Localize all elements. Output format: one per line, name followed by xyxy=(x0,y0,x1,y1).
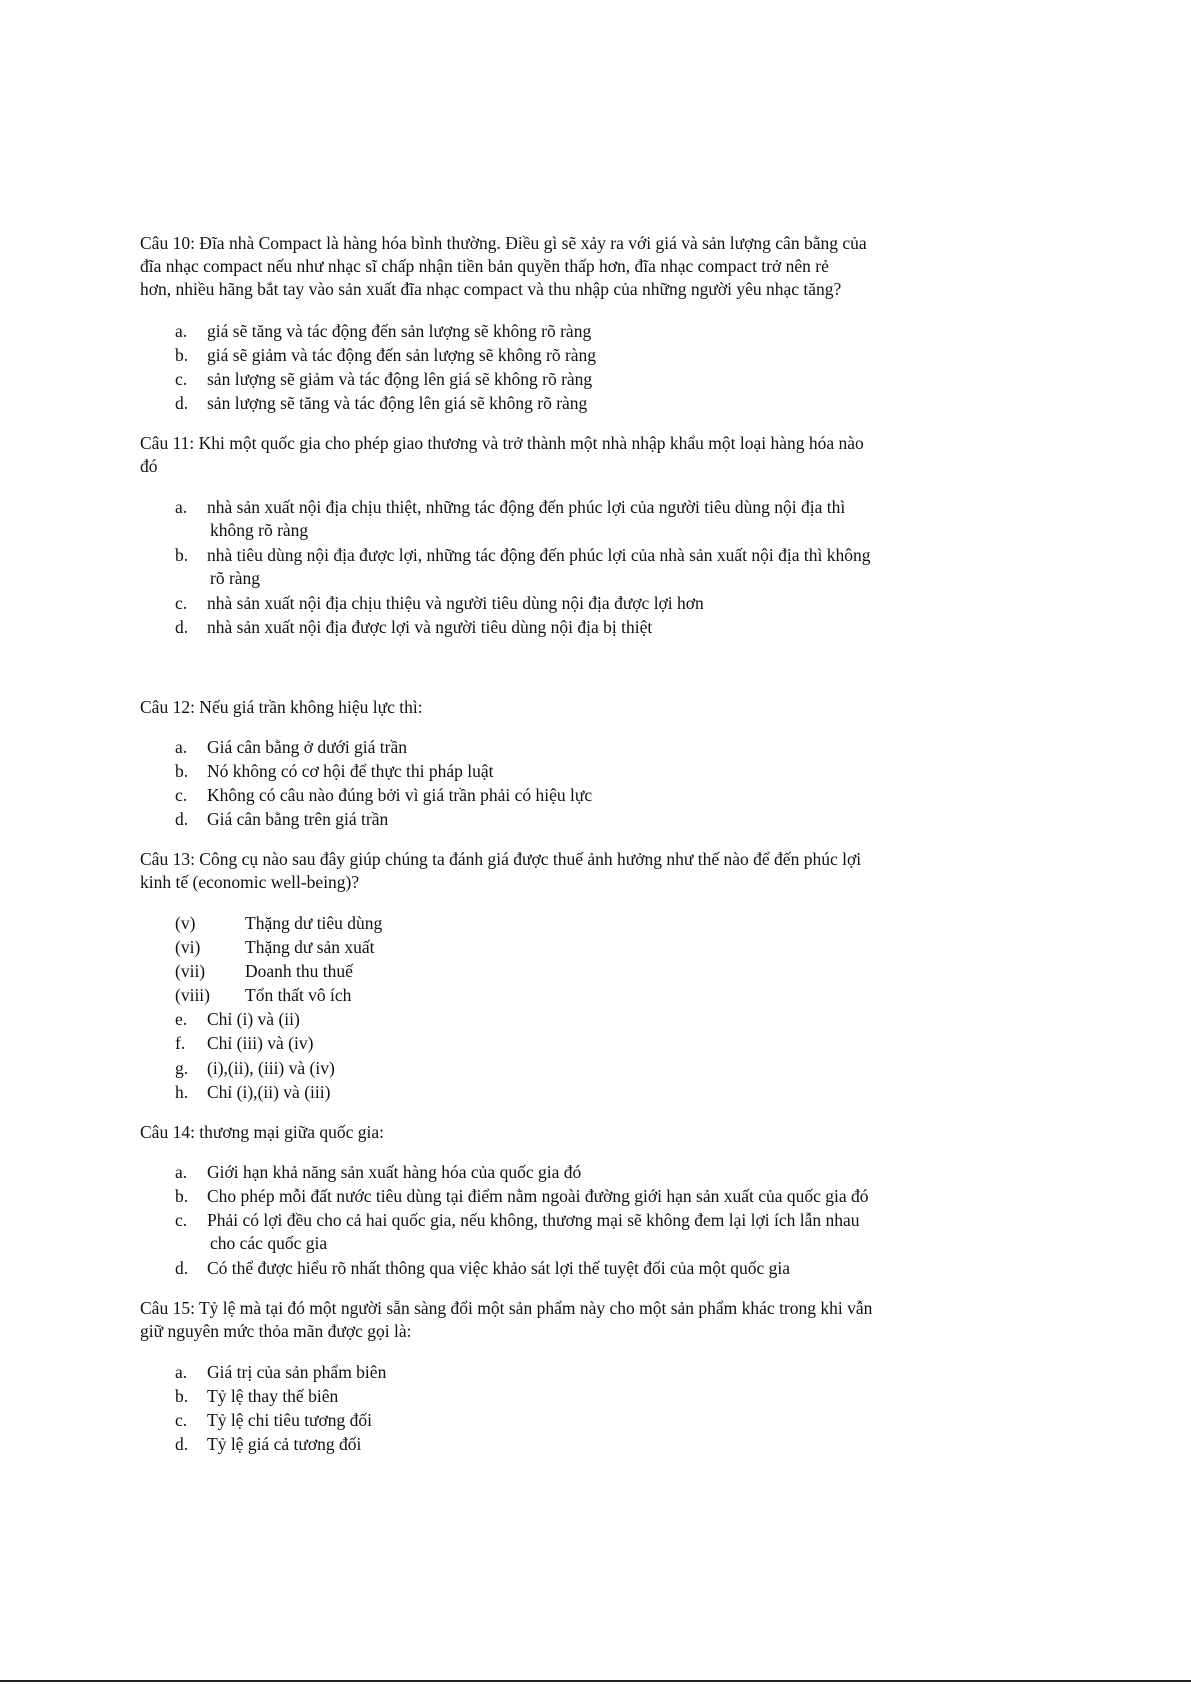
item-text: Doanh thu thuế xyxy=(245,961,353,981)
question-text-line: Câu 11: Khi một quốc gia cho phép giao thương và trở thành một nhà nhập khẩu một loại hàng hóa nào xyxy=(140,433,864,453)
question-11-option-d xyxy=(175,616,975,639)
question-text-line: đó xyxy=(140,456,158,476)
option-label: h. xyxy=(175,1082,189,1102)
question-11-option-a xyxy=(175,496,975,542)
option-label: a. xyxy=(175,1362,188,1382)
option-label: f. xyxy=(175,1033,186,1053)
question-13-option-e xyxy=(175,1008,975,1031)
question-11-stem xyxy=(140,432,970,478)
option-text: sản lượng sẽ giảm và tác động lên giá sẽ không rõ ràng xyxy=(207,369,593,389)
option-text: Giá trị của sản phẩm biên xyxy=(207,1362,387,1382)
option-label: c. xyxy=(175,785,188,805)
question-11-option-c xyxy=(175,592,975,615)
question-13-option-h xyxy=(175,1081,975,1104)
option-text: nhà sản xuất nội địa chịu thiệt, những tác động đến phúc lợi của người tiêu dùng nội địa thì xyxy=(207,497,846,517)
question-10-option-c xyxy=(175,368,975,391)
question-13-item-v xyxy=(175,912,975,935)
option-label: c. xyxy=(175,1410,188,1430)
question-13-option-g xyxy=(175,1057,975,1080)
option-text-continued: không rõ ràng xyxy=(210,520,309,540)
option-label: b. xyxy=(175,345,189,365)
option-label: e. xyxy=(175,1009,188,1029)
item-text: Tổn thất vô ích xyxy=(245,985,352,1005)
question-10-stem xyxy=(140,232,970,301)
option-text: Chỉ (i),(ii) và (iii) xyxy=(207,1082,331,1102)
item-label: (v) xyxy=(175,913,196,933)
question-13-option-f xyxy=(175,1032,975,1055)
question-15-option-b xyxy=(175,1385,975,1408)
item-label: (vi) xyxy=(175,937,201,957)
question-14-option-b xyxy=(175,1185,975,1208)
question-13-item-vii xyxy=(175,960,975,983)
option-label: b. xyxy=(175,1186,189,1206)
question-12-option-b xyxy=(175,760,975,783)
option-text: Có thể được hiểu rõ nhất thông qua việc khảo sát lợi thế tuyệt đối của một quốc gia xyxy=(207,1258,790,1278)
question-14-option-d xyxy=(175,1257,975,1280)
option-label: a. xyxy=(175,1162,188,1182)
option-label: d. xyxy=(175,1434,189,1454)
question-13-item-viii xyxy=(175,984,975,1007)
option-text: Không có câu nào đúng bởi vì giá trần phải có hiệu lực xyxy=(207,785,593,805)
item-label: (viii) xyxy=(175,985,210,1005)
option-label: a. xyxy=(175,737,188,757)
item-text: Thặng dư tiêu dùng xyxy=(245,913,383,933)
question-text-line: Câu 14: thương mại giữa quốc gia: xyxy=(140,1122,385,1142)
option-label: d. xyxy=(175,393,189,413)
option-text: Nó không có cơ hội để thực thi pháp luật xyxy=(207,761,494,781)
option-text: Tỷ lệ giá cả tương đối xyxy=(207,1434,362,1454)
question-10-option-b xyxy=(175,344,975,367)
question-text-line: đĩa nhạc compact nếu như nhạc sĩ chấp nhận tiền bản quyền thấp hơn, đĩa nhạc compact trở nên rẻ xyxy=(140,256,829,276)
option-text-continued: cho các quốc gia xyxy=(210,1233,328,1253)
option-label: d. xyxy=(175,617,189,637)
option-label: c. xyxy=(175,369,188,389)
question-text-line: Câu 12: Nếu giá trần không hiệu lực thì: xyxy=(140,697,423,717)
option-label: b. xyxy=(175,761,189,781)
option-text: Phải có lợi đều cho cả hai quốc gia, nếu không, thương mại sẽ không đem lại lợi ích lẫn nhau xyxy=(207,1210,860,1230)
option-text: Chỉ (i) và (ii) xyxy=(207,1009,300,1029)
question-text-line: kinh tế (economic well-being)? xyxy=(140,872,360,892)
question-15-stem xyxy=(140,1297,970,1343)
page-bottom-rule xyxy=(0,1680,1191,1682)
question-12-option-a xyxy=(175,736,975,759)
item-label: (vii) xyxy=(175,961,206,981)
option-text: Giá cân bằng trên giá trần xyxy=(207,809,389,829)
option-label: a. xyxy=(175,321,188,341)
question-text-line: Câu 13: Công cụ nào sau đây giúp chúng ta đánh giá được thuế ảnh hưởng như thế nào để đến phúc lợi xyxy=(140,849,862,869)
question-12-stem xyxy=(140,696,970,719)
question-13-stem xyxy=(140,848,970,894)
question-15-option-a xyxy=(175,1361,975,1384)
option-label: c. xyxy=(175,1210,188,1230)
option-text: giá sẽ tăng và tác động đến sản lượng sẽ không rõ ràng xyxy=(207,321,592,341)
option-text: Giới hạn khả năng sản xuất hàng hóa của quốc gia đó xyxy=(207,1162,582,1182)
option-label: g. xyxy=(175,1058,189,1078)
question-15-option-d xyxy=(175,1433,975,1456)
question-11-option-b xyxy=(175,544,975,590)
question-text-line: hơn, nhiều hãng bắt tay vào sản xuất đĩa nhạc compact và thu nhập của những người yêu nhạc tăng? xyxy=(140,279,842,299)
option-label: b. xyxy=(175,545,189,565)
option-label: b. xyxy=(175,1386,189,1406)
question-text-line: Câu 10: Đĩa nhà Compact là hàng hóa bình thường. Điều gì sẽ xảy ra với giá và sản lượng cân bằng của xyxy=(140,233,867,253)
option-text: nhà sản xuất nội địa được lợi và người tiêu dùng nội địa bị thiệt xyxy=(207,617,653,637)
option-text: Tỷ lệ chi tiêu tương đối xyxy=(207,1410,373,1430)
option-text: giá sẽ giảm và tác động đến sản lượng sẽ không rõ ràng xyxy=(207,345,597,365)
question-14-option-a xyxy=(175,1161,975,1184)
option-text-continued: rõ ràng xyxy=(210,568,261,588)
question-15-option-c xyxy=(175,1409,975,1432)
item-text: Thặng dư sản xuất xyxy=(245,937,375,957)
option-label: c. xyxy=(175,593,188,613)
question-14-stem xyxy=(140,1121,970,1144)
option-label: a. xyxy=(175,497,188,517)
question-14-option-c xyxy=(175,1209,975,1255)
question-text-line: giữ nguyên mức thỏa mãn được gọi là: xyxy=(140,1321,412,1341)
option-text: sản lượng sẽ tăng và tác động lên giá sẽ không rõ ràng xyxy=(207,393,588,413)
question-12-option-c xyxy=(175,784,975,807)
option-text: Cho phép mỗi đất nước tiêu dùng tại điểm nằm ngoài đường giới hạn sản xuất của quốc gia đó xyxy=(207,1186,869,1206)
question-text-line: Câu 15: Tỷ lệ mà tại đó một người sẵn sàng đổi một sản phẩm này cho một sản phẩm khác trong khi vẫn xyxy=(140,1298,873,1318)
question-12-option-d xyxy=(175,808,975,831)
option-text: Chỉ (iii) và (iv) xyxy=(207,1033,314,1053)
option-text: Giá cân bằng ở dưới giá trần xyxy=(207,737,408,757)
option-label: d. xyxy=(175,809,189,829)
question-10-option-a xyxy=(175,320,975,343)
option-text: Tỷ lệ thay thế biên xyxy=(207,1386,339,1406)
question-10-option-d xyxy=(175,392,975,415)
question-13-item-vi xyxy=(175,936,975,959)
option-text: nhà sản xuất nội địa chịu thiệu và người tiêu dùng nội địa được lợi hơn xyxy=(207,593,704,613)
option-label: d. xyxy=(175,1258,189,1278)
option-text: nhà tiêu dùng nội địa được lợi, những tác động đến phúc lợi của nhà sản xuất nội địa thì không xyxy=(207,545,871,565)
option-text: (i),(ii), (iii) và (iv) xyxy=(207,1058,335,1078)
